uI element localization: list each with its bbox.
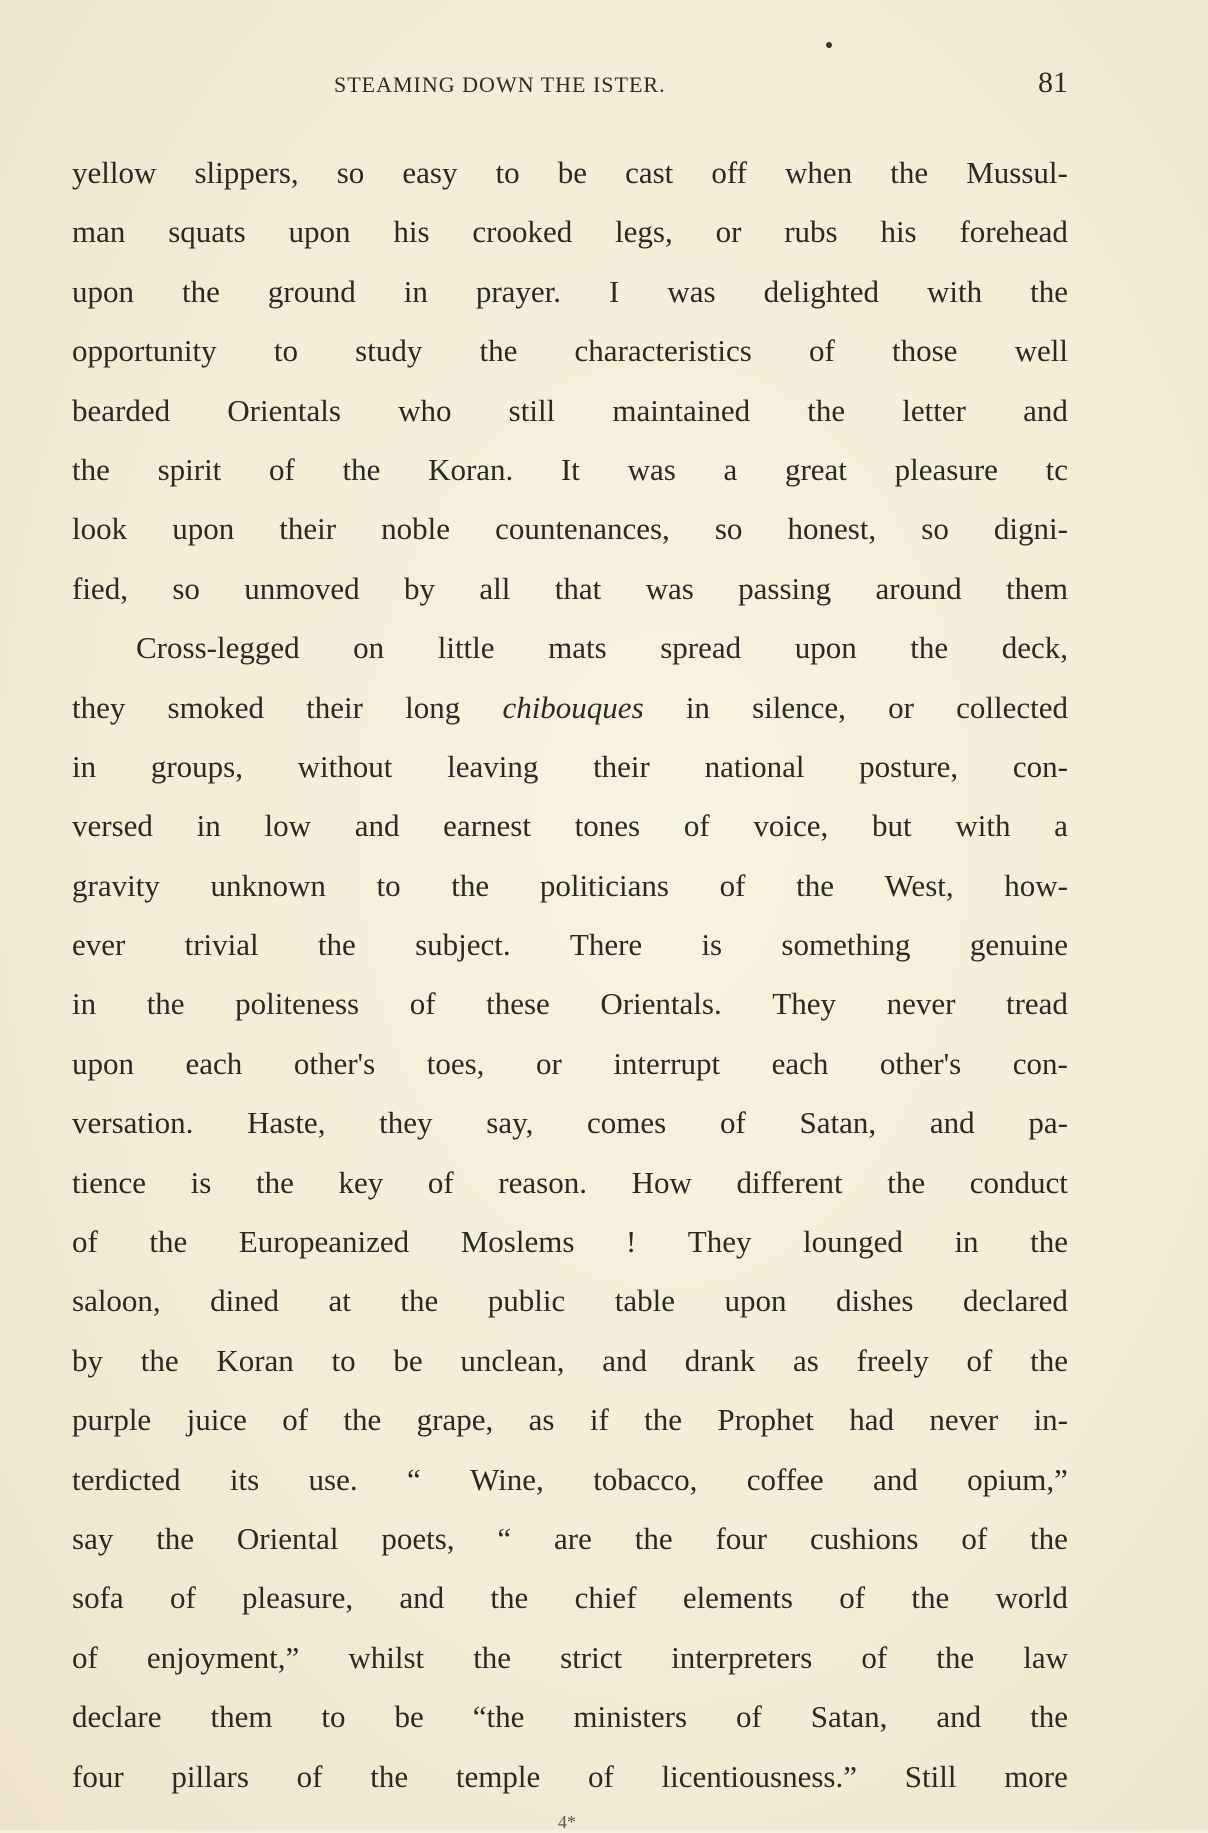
text-line: versation. Haste, they say, comes of Satan, and pa- [72,1105,1068,1141]
text-line: upon each other's toes, or interrupt each other's con- [72,1045,1068,1081]
text-line: opportunity to study the characteristics of those well [72,333,1068,369]
text-line: in the politeness of these Orientals. They never tread [72,986,1068,1022]
text-line: terdicted its use. “ Wine, tobacco, coffee and opium,” [72,1461,1068,1497]
text-line: the spirit of the Koran. It was a great pleasure tc [72,451,1068,487]
text-line: declare them to be “the ministers of Satan, and the [72,1699,1068,1735]
text-line: sofa of pleasure, and the chief elements of the world [72,1580,1068,1616]
text-line: gravity unknown to the politicians of the West, how- [72,867,1068,903]
text-line: look upon their noble countenances, so honest, so digni- [72,511,1068,547]
running-head: STEAMING DOWN THE ISTER. [334,72,666,97]
text-line: saloon, dined at the public table upon dishes declared [72,1283,1068,1319]
text-line: tience is the key of reason. How different the conduct [72,1164,1068,1200]
text-line: upon the ground in prayer. I was delighted with the [72,273,1068,309]
text-line: in groups, without leaving their national posture, con- [72,748,1068,784]
signature-mark: 4* [558,1812,576,1832]
text-line: they smoked their long chibouques in silence, or collected [72,678,1068,737]
italic-term: chibouques [502,689,644,725]
text-line: purple juice of the grape, as if the Prophet had never in- [72,1402,1068,1438]
ink-speck [826,42,832,48]
body-text [72,143,1068,1806]
text-line: say the Oriental poets, “ are the four cushions of the [72,1520,1068,1556]
text-line: four pillars of the temple of licentiousness.” Still more [72,1758,1068,1794]
text-line: fied, so unmoved by all that was passing around them [72,570,1068,606]
page-header [72,66,1068,106]
text-line: of the Europeanized Moslems ! They lounged in the [72,1224,1068,1260]
text-line: man squats upon his crooked legs, or rubs his forehead [72,214,1068,250]
text-line: of enjoyment,” whilst the strict interpreters of the law [72,1639,1068,1675]
text-line: Cross-legged on little mats spread upon the deck, [136,630,1068,666]
text-line: ever trivial the subject. There is something genuine [72,927,1068,963]
page-number: 81 [1038,66,1068,99]
text-line: bearded Orientals who still maintained the letter and [72,392,1068,428]
text-line: yellow slippers, so easy to be cast off when the Mussul- [72,155,1068,190]
text-line: by the Koran to be unclean, and drank as freely of the [72,1342,1068,1378]
text-line: versed in low and earnest tones of voice, but with a [72,808,1068,844]
